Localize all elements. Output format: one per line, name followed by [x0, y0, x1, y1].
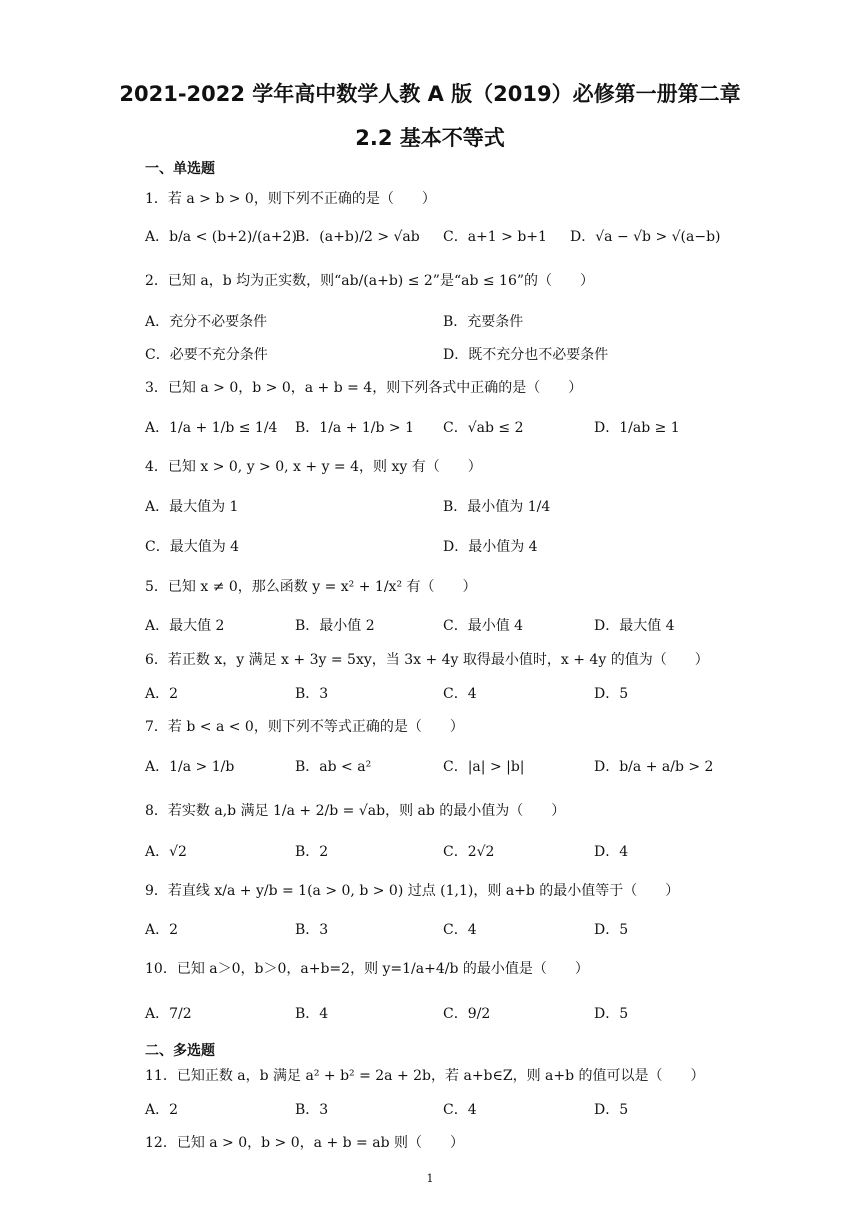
q2-option-a: A．充分不必要条件: [145, 314, 268, 330]
q5-option-b: B．最小值 2: [295, 618, 375, 634]
q10-option-a: A．7/2: [145, 1006, 192, 1022]
q6-option-b: B．3: [295, 686, 329, 702]
q4-option-d: D．最小值为 4: [443, 539, 538, 555]
title-line-1: 2021-2022 学年高中数学人教 A 版（2019）必修第一册第二章: [119, 82, 741, 106]
q1-option-a: A．b/a < (b+2)/(a+2): [145, 229, 297, 245]
q8-option-a: A．√2: [145, 844, 187, 860]
q11-option-b: B．3: [295, 1102, 329, 1118]
question-5: 5．已知 x ≠ 0，那么函数 y = x² + 1/x² 有（ ）: [145, 579, 477, 595]
q6-option-d: D．5: [594, 686, 629, 702]
q10-option-b: B．4: [295, 1006, 329, 1022]
q2-option-d: D．既不充分也不必要条件: [443, 347, 609, 363]
q4-option-c: C．最大值为 4: [145, 539, 240, 555]
question-6: 6．若正数 x，y 满足 x + 3y = 5xy，当 3x + 4y 取得最小值时，x + 4y 的值为（ ）: [145, 652, 709, 668]
q3-option-d: D．1/ab ≥ 1: [594, 420, 680, 436]
question-9: 9．若直线 x/a + y/b = 1(a > 0, b > 0) 过点 (1,1)，则 a+b 的最小值等于（ ）: [145, 883, 680, 899]
q7-option-d: D．b/a + a/b > 2: [594, 759, 714, 775]
question-3: 3．已知 a > 0，b > 0，a + b = 4，则下列各式中正确的是（ ）: [145, 380, 583, 396]
q8-option-d: D．4: [594, 844, 629, 860]
q4-option-a: A．最大值为 1: [145, 499, 239, 515]
question-4: 4．已知 x > 0, y > 0, x + y = 4，则 xy 有（ ）: [145, 459, 482, 475]
q10-option-d: D．5: [594, 1006, 629, 1022]
q3-option-a: A．1/a + 1/b ≤ 1/4: [145, 420, 278, 436]
q11-option-d: D．5: [594, 1102, 629, 1118]
q9-option-d: D．5: [594, 922, 629, 938]
q9-option-b: B．3: [295, 922, 329, 938]
q9-option-a: A．2: [145, 922, 179, 938]
q8-option-b: B．2: [295, 844, 329, 860]
q5-option-a: A．最大值 2: [145, 618, 225, 634]
question-1: 1．若 a > b > 0，则下列不正确的是（ ）: [145, 191, 436, 207]
q11-option-c: C．4: [443, 1102, 477, 1118]
question-8: 8．若实数 a,b 满足 1/a + 2/b = √ab，则 ab 的最小值为（ ）: [145, 803, 566, 819]
q5-option-c: C．最小值 4: [443, 618, 524, 634]
q2-option-c: C．必要不充分条件: [145, 347, 268, 363]
q11-option-a: A．2: [145, 1102, 179, 1118]
q6-option-a: A．2: [145, 686, 179, 702]
q3-option-b: B．1/a + 1/b > 1: [295, 420, 415, 436]
q1-option-c: C．a+1 > b+1: [443, 229, 547, 245]
q7-option-a: A．1/a > 1/b: [145, 759, 235, 775]
q2-option-b: B．充要条件: [443, 314, 524, 330]
section-single-choice: 一、单选题: [145, 161, 215, 177]
page-number: 1: [426, 1172, 434, 1185]
section-multiple-choice: 二、多选题: [145, 1043, 215, 1059]
q4-option-b: B．最小值为 1/4: [443, 499, 551, 515]
q1-option-b: B．(a+b)/2 > √ab: [295, 229, 420, 245]
q7-option-b: B．ab < a²: [295, 759, 372, 775]
q5-option-d: D．最大值 4: [594, 618, 675, 634]
q9-option-c: C．4: [443, 922, 477, 938]
question-7: 7．若 b < a < 0，则下列不等式正确的是（ ）: [145, 719, 464, 735]
q6-option-c: C．4: [443, 686, 477, 702]
title-line-2: 2.2 基本不等式: [355, 126, 505, 150]
question-2: 2．已知 a，b 均为正实数，则“ab/(a+b) ≤ 2”是“ab ≤ 16”的（ ）: [145, 273, 595, 289]
question-10: 10．已知 a＞0，b＞0，a+b=2，则 y=1/a+4/b 的最小值是（ ）: [145, 961, 589, 977]
q10-option-c: C．9/2: [443, 1006, 491, 1022]
q3-option-c: C．√ab ≤ 2: [443, 420, 524, 436]
q1-option-d: D．√a − √b > √(a−b): [570, 229, 721, 245]
question-12: 12．已知 a > 0，b > 0，a + b = ab 则（ ）: [145, 1135, 464, 1151]
q8-option-c: C．2√2: [443, 844, 495, 860]
q7-option-c: C．|a| > |b|: [443, 759, 525, 775]
question-11: 11．已知正数 a，b 满足 a² + b² = 2a + 2b，若 a+b∈Z，则 a+b 的值可以是（ ）: [145, 1068, 705, 1084]
